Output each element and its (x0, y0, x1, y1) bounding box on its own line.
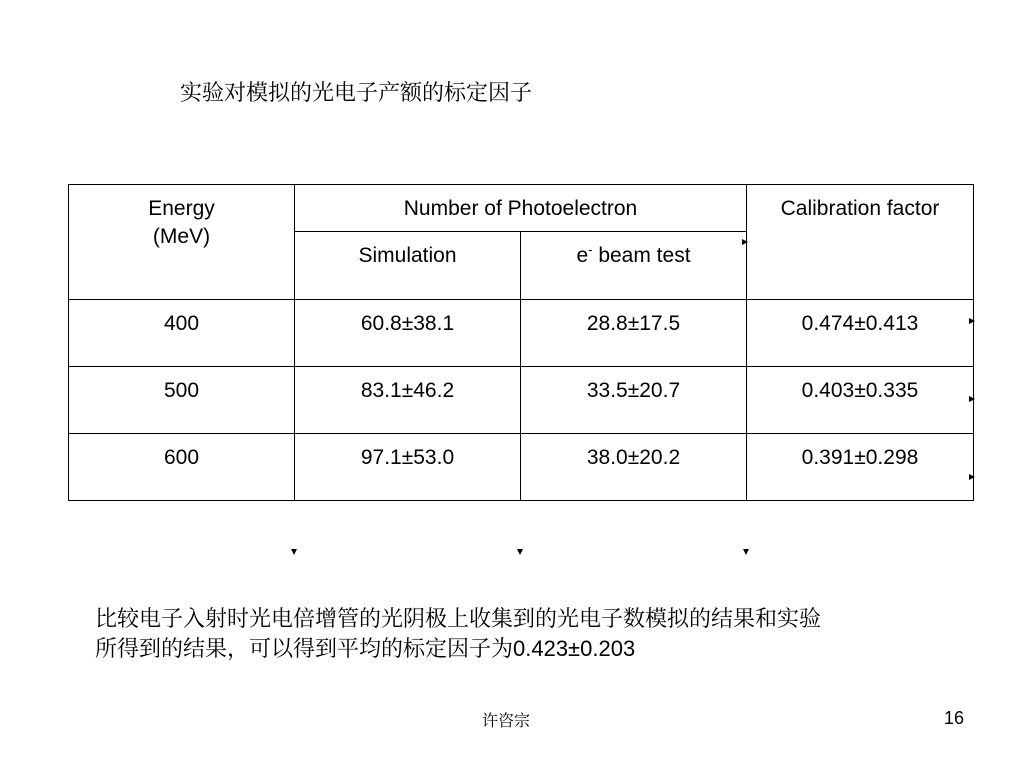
cell-calibration-factor: 0.391±0.298 (747, 434, 974, 501)
header-beam-e: e (576, 244, 589, 267)
header-calibration-factor: Calibration factor (747, 185, 974, 300)
arrowhead-down-icon (291, 549, 297, 555)
cell-energy: 400 (69, 300, 295, 367)
cell-beam-test: 28.8±17.5 (521, 300, 747, 367)
cell-energy: 500 (69, 367, 295, 434)
table-row (69, 300, 974, 367)
header-beam-superscript: - (588, 242, 593, 257)
cell-calibration-factor: 0.474±0.413 (747, 300, 974, 367)
cell-simulation: 60.8±38.1 (295, 300, 521, 367)
conclusion-line-1: 比较电子入射时光电倍增管的光阴极上收集到的光电子数模拟的结果和实验 (95, 606, 822, 631)
arrowhead-right-icon (969, 318, 975, 324)
slide-title: 实验对模拟的光电子产额的标定因子 (180, 80, 533, 105)
header-beam-rest: beam test (592, 244, 691, 267)
header-energy-label: Energy (148, 197, 215, 220)
cell-simulation: 83.1±46.2 (295, 367, 521, 434)
arrowhead-down-icon (743, 549, 749, 555)
arrowhead-right-icon (969, 396, 975, 402)
arrowhead-down-icon (517, 549, 523, 555)
cell-energy: 600 (69, 434, 295, 501)
conclusion-text (95, 604, 965, 664)
cell-calibration-factor: 0.403±0.335 (747, 367, 974, 434)
header-simulation: Simulation (295, 232, 521, 300)
cell-beam-test: 33.5±20.7 (521, 367, 747, 434)
calibration-table (68, 184, 974, 501)
header-beam-test (521, 232, 747, 300)
page-number: 16 (944, 708, 965, 728)
header-energy-unit: (MeV) (152, 225, 211, 248)
cell-beam-test: 38.0±20.2 (521, 434, 747, 501)
table-row (69, 434, 974, 501)
header-photoelectron: Number of Photoelectron (295, 185, 747, 232)
conclusion-line-2: 所得到的结果，可以得到平均的标定因子为0.423±0.203 (95, 636, 636, 661)
arrowhead-right-icon (742, 239, 748, 245)
arrowhead-right-icon (969, 474, 975, 480)
footer-author: 许咨宗 (482, 713, 531, 730)
table-row (69, 367, 974, 434)
header-energy (69, 185, 295, 300)
cell-simulation: 97.1±53.0 (295, 434, 521, 501)
